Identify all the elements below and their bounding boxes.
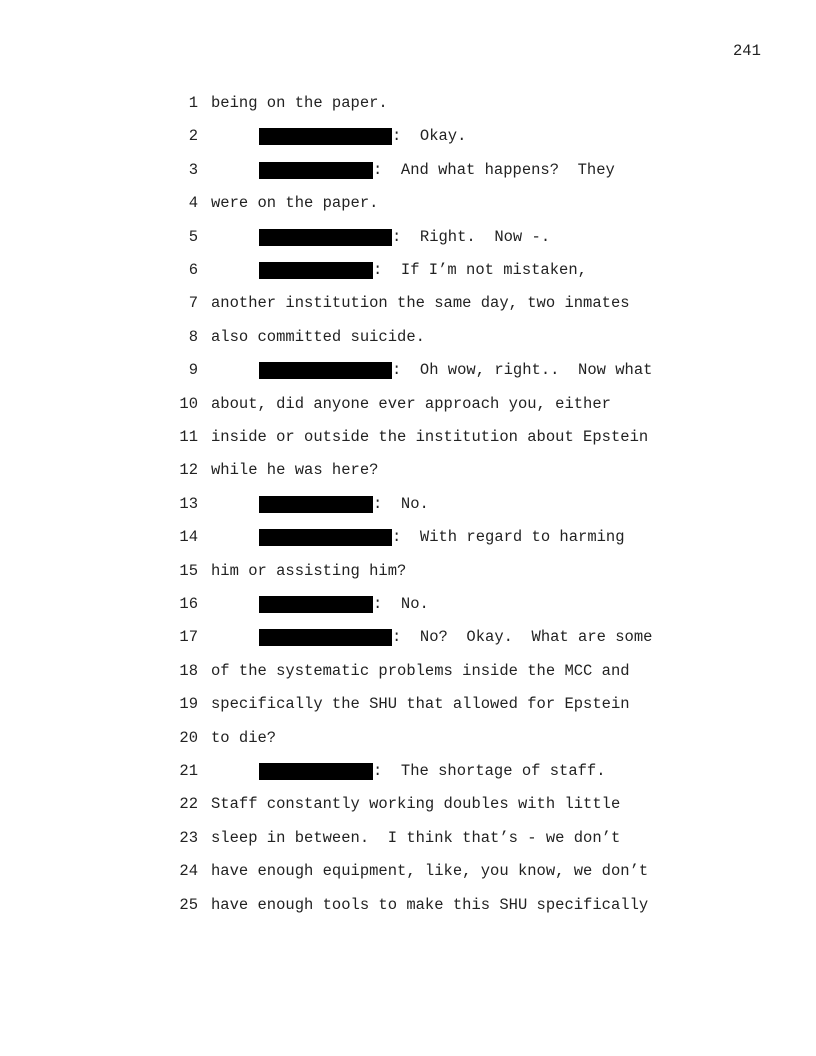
redaction-box [259,596,373,613]
speaker-line [259,761,606,781]
speaker-line [259,494,429,514]
redaction-box [259,162,373,179]
redaction-box [259,262,373,279]
line-number: 18 [179,662,198,680]
speaker-text: : Oh wow, right.. Now what [392,361,653,379]
line-number: 1 [188,94,198,112]
line-number: 4 [188,194,198,212]
speaker-text: : Okay. [392,127,467,145]
line-text: about, did anyone ever approach you, either [211,395,611,413]
speaker-text: : No? Okay. What are some [392,628,653,646]
line-number: 3 [188,161,198,179]
line-text: also committed suicide. [211,328,425,346]
line-number: 9 [188,361,198,379]
speaker-text: : The shortage of staff. [373,762,606,780]
line-text: another institution the same day, two inmates [211,294,630,312]
redaction-box [259,763,373,780]
speaker-line [259,360,652,380]
speaker-text: : With regard to harming [392,528,625,546]
redaction-box [259,496,373,513]
redaction-box [259,128,392,145]
line-text: were on the paper. [211,194,379,212]
line-text: Staff constantly working doubles with little [211,795,621,813]
line-text: have enough tools to make this SHU specifically [211,896,649,914]
line-number: 20 [179,729,198,747]
redaction-box [259,229,392,246]
speaker-line [259,260,587,280]
line-text: of the systematic problems inside the MCC and [211,662,630,680]
line-number: 10 [179,395,198,413]
speaker-line [259,160,615,180]
speaker-text: : And what happens? They [373,161,615,179]
redaction-box [259,362,392,379]
line-text: have enough equipment, like, you know, we don’t [211,862,649,880]
speaker-line [259,227,550,247]
line-text: being on the paper. [211,94,388,112]
line-number: 24 [179,862,198,880]
line-number: 17 [179,628,198,646]
page-number: 241 [733,42,761,60]
line-text: sleep in between. I think that’s - we don’t [211,829,621,847]
line-number: 13 [179,495,198,513]
line-number: 2 [188,127,198,145]
speaker-line [259,627,652,647]
line-number: 22 [179,795,198,813]
speaker-text: : No. [373,595,429,613]
line-number: 14 [179,528,198,546]
line-number: 7 [188,294,198,312]
line-number: 23 [179,829,198,847]
line-number: 15 [179,562,198,580]
line-number: 8 [188,328,198,346]
speaker-line [259,527,625,547]
line-text: inside or outside the institution about Epstein [211,428,649,446]
line-number: 5 [188,228,198,246]
line-text: specifically the SHU that allowed for Epstein [211,695,630,713]
speaker-line [259,126,466,146]
redaction-box [259,629,392,646]
speaker-text: : No. [373,495,429,513]
line-text: while he was here? [211,461,379,479]
line-text: to die? [211,729,277,747]
redaction-box [259,529,392,546]
speaker-text: : If I’m not mistaken, [373,261,587,279]
line-number: 12 [179,461,198,479]
line-number: 16 [179,595,198,613]
speaker-text: : Right. Now -. [392,228,551,246]
line-text: him or assisting him? [211,562,407,580]
line-number: 25 [179,896,198,914]
speaker-line [259,594,429,614]
line-number: 19 [179,695,198,713]
line-number: 21 [179,762,198,780]
line-number: 6 [188,261,198,279]
line-number: 11 [179,428,198,446]
